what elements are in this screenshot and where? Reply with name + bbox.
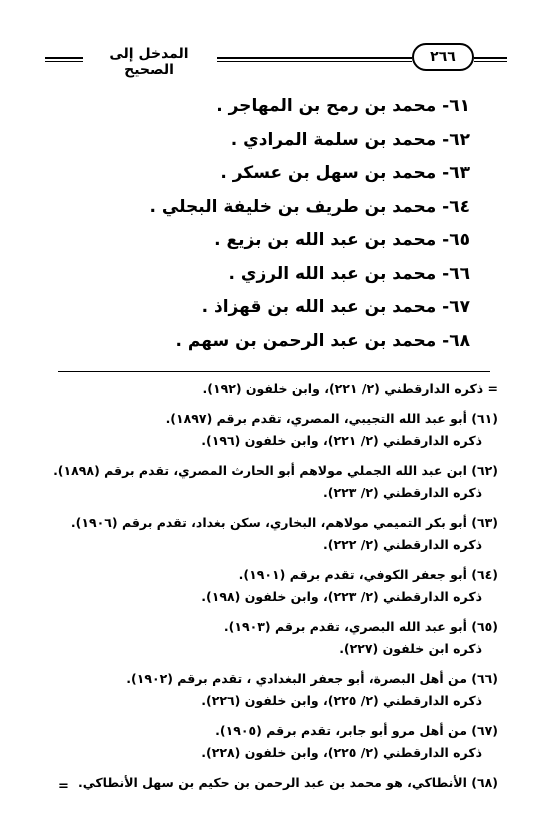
footnote-line: (٦١) أبو عبد الله التجيبي، المصري، تقدم برقم (١٨٩٧). — [165, 411, 498, 426]
footnote-line: ذكره الدارقطني (٢/ ٢٢٣)، وابن خلفون (١٩٨). — [201, 589, 482, 604]
list-item: ٦١- محمد بن رمح بن المهاجر . — [216, 96, 470, 116]
page-number: ٢٦٦ — [412, 43, 474, 71]
footnote-line: ذكره ابن خلفون (٢٢٧). — [339, 641, 482, 656]
list-item: ٦٢- محمد بن سلمة المرادي . — [230, 129, 470, 150]
footnote-separator — [58, 371, 490, 372]
footnote-line: ذكره الدارقطني (٢/ ٢٢٢). — [323, 537, 482, 552]
list-item: ٦٣- محمد بن سهل بن عسكر . — [220, 163, 470, 183]
footnote-line: (٦٦) من أهل البصرة، أبو جعفر البغدادي ، تقدم برقم (١٩٠٢). — [126, 671, 498, 686]
continuation-marker: = — [58, 779, 69, 794]
footnote-line: = ذكره الدارقطني (٢/ ٢٢١)، وابن خلفون (١٩٢). — [202, 381, 498, 396]
page-header — [45, 40, 507, 78]
footnotes — [40, 378, 498, 794]
footnote-line: (٦٥) أبو عبد الله البصري، تقدم برقم (١٩٠٣). — [223, 619, 498, 634]
footnote-line: (٦٧) من أهل مرو أبو جابر، تقدم برقم (١٩٠٥). — [215, 723, 498, 738]
list-item: ٦٦- محمد بن عبد الله الرزي . — [228, 263, 470, 284]
footnote-line: ذكره الدارقطني (٢/ ٢٢١)، وابن خلفون (١٩٦). — [201, 433, 482, 448]
footnote-line: (٦٨) الأنطاكي، هو محمد بن عبد الرحمن بن حكيم بن سهل الأنطاكي. — [77, 775, 498, 790]
footnote-line: (٦٤) أبو جعفر الكوفي، تقدم برقم (١٩٠١). — [238, 567, 498, 582]
footnote-line: (٦٢) ابن عبد الله الجملي مولاهم أبو الحارث المصري، تقدم برقم (١٨٩٨). — [53, 463, 498, 478]
list-item: ٦٨- محمد بن عبد الرحمن بن سهم . — [175, 330, 470, 351]
footnote-line: ذكره الدارقطني (٢/ ٢٢٥)، وابن خلفون (٢٢٨). — [201, 745, 482, 760]
footnote-line: ذكره الدارقطني (٢/ ٢٢٥)، وابن خلفون (٢٢٦). — [201, 693, 482, 708]
list-item: ٦٤- محمد بن طريف بن خليفة البجلي . — [149, 196, 470, 217]
header-rule-right — [474, 57, 507, 59]
header-rule-middle — [217, 57, 412, 59]
list-item: ٦٧- محمد بن عبد الله بن قهزاذ . — [201, 297, 470, 317]
list-item: ٦٥- محمد بن عبد الله بن بزيع . — [214, 230, 470, 250]
narrator-list — [140, 90, 470, 358]
footnote-line: (٦٣) أبو بكر التميمي مولاهم، البخاري، سكن بغداد، تقدم برقم (١٩٠٦). — [70, 515, 498, 530]
footnote-line: ذكره الدارقطني (٢/ ٢٢٣). — [323, 485, 482, 500]
header-rule-left — [45, 57, 83, 59]
book-title: المدخل إلى الصحيح — [109, 46, 189, 78]
